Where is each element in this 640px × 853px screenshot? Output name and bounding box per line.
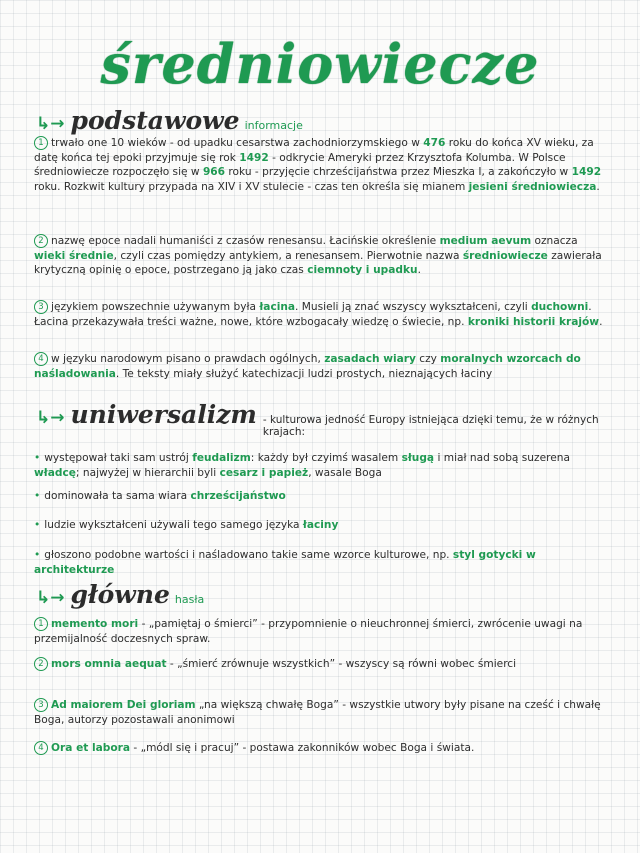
text-segment: - „śmierć zrównuje wszystkich” - wszyscy są równi wobec śmierci xyxy=(166,658,517,670)
text-segment: nazwę epoce nadali humaniści z czasów renesansu. Łacińskie określenie xyxy=(51,235,440,247)
section-heading-slogans xyxy=(36,580,204,609)
highlighted-term: sługą xyxy=(401,452,435,464)
highlighted-term: wieki średnie xyxy=(34,249,114,262)
list-item xyxy=(34,548,606,577)
text-segment: . Te teksty miały służyć katechizacji ludzi prostych, nieznających łaciny xyxy=(115,367,493,380)
list-item xyxy=(34,451,606,480)
paragraph xyxy=(34,698,606,727)
highlighted-term: moralnych wzorcach do naśladowania xyxy=(34,353,581,380)
highlighted-term: kroniki historii krajów xyxy=(467,315,600,328)
paragraph xyxy=(34,657,606,672)
paragraph xyxy=(34,234,606,278)
page-title: średniowiecze xyxy=(100,32,540,96)
section-heading-basics xyxy=(36,106,303,135)
text-segment: . Łacina przekazywała treści ważne, nowe, które wzbogacały wiedzę o świecie, np. xyxy=(34,301,592,328)
text-segment: trwało one 10 wieków - od upadku cesarstwa zachodniorzymskiego w xyxy=(51,137,424,149)
highlighted-term: memento mori xyxy=(51,618,139,630)
section-definition: - kulturowa jedność Europy istniejąca dzięki temu, że w różnych krajach: xyxy=(262,414,599,438)
arrow-right-icon: ↳→ xyxy=(36,114,65,134)
text-segment: , czyli czas pomiędzy antykiem, a renesansem. Pierwotnie nazwa xyxy=(113,249,463,262)
number-badge: 3 xyxy=(34,300,48,314)
highlighted-term: zasadach wiary xyxy=(324,353,416,365)
arrow-right-icon: ↳→ xyxy=(36,588,65,608)
paragraph xyxy=(34,300,606,329)
text-segment: w języku narodowym pisano o prawdach ogólnych, xyxy=(51,353,325,365)
text-segment: roku. Rozkwit kultury przypada na XIV i XV stulecie - czas ten określa się mianem xyxy=(34,180,469,193)
section-title: główne xyxy=(70,580,170,609)
highlighted-term: 476 xyxy=(423,137,446,149)
highlighted-term: średniowiecze xyxy=(462,249,548,262)
number-badge: 4 xyxy=(34,741,48,755)
text-segment: występował taki sam ustrój xyxy=(44,452,193,464)
bullet-icon: • xyxy=(34,549,41,561)
highlighted-term: feudalizm xyxy=(192,452,251,464)
text-segment: i miał nad sobą suzerena xyxy=(434,452,570,464)
highlighted-term: styl gotycki w architekturze xyxy=(34,549,536,576)
highlighted-term: 1492 xyxy=(571,166,602,178)
highlighted-term: 966 xyxy=(202,166,226,178)
text-segment: dominowała ta sama wiara xyxy=(44,490,191,502)
highlighted-term: łaciny xyxy=(302,519,339,531)
text-segment: oznacza xyxy=(531,235,578,247)
section-title: uniwersalizm xyxy=(70,400,257,429)
highlighted-term: władcę xyxy=(34,466,76,479)
text-segment: czy xyxy=(415,353,441,365)
number-badge: 4 xyxy=(34,352,48,366)
text-segment: - „pamiętaj o śmierci” - przypomnienie o nieuchronnej śmierci, zwrócenie uwagi na przemijalność doczesnych spraw. xyxy=(34,618,583,645)
list-item xyxy=(34,518,606,533)
text-segment: językiem powszechnie używanym była xyxy=(51,301,260,313)
highlighted-term: łacina xyxy=(259,301,296,313)
text-segment: : każdy był czyimś wasalem xyxy=(250,452,402,464)
section-subtitle: hasła xyxy=(174,593,205,606)
text-segment: - odkrycie Ameryki przez Krzysztofa Kolumba. W Polsce średniowiecze rozpoczęło się w xyxy=(34,151,566,178)
bullet-icon: • xyxy=(34,452,41,464)
text-segment: , wasale Boga xyxy=(308,466,382,479)
highlighted-term: Ad maiorem Dei gloriam xyxy=(51,699,196,711)
arrow-right-icon: ↳→ xyxy=(36,408,65,428)
number-badge: 2 xyxy=(34,657,48,671)
paragraph xyxy=(34,741,606,756)
text-segment: ludzie wykształceni używali tego samego języka xyxy=(44,519,303,531)
highlighted-term: 1492 xyxy=(239,151,269,164)
number-badge: 3 xyxy=(34,698,48,712)
text-segment: . Musieli ją znać wszyscy wykształceni, czyli xyxy=(295,301,532,313)
paragraph xyxy=(34,136,606,194)
text-segment: „na większą chwałę Boga” - wszystkie utwory były pisane na cześć i chwałę Boga, autorzy pozostawali anonimowi xyxy=(34,699,601,726)
highlighted-term: Ora et labora xyxy=(51,742,131,754)
text-segment: . xyxy=(417,264,421,276)
number-badge: 1 xyxy=(34,136,48,150)
text-segment: . xyxy=(596,180,600,193)
highlighted-term: chrześcijaństwo xyxy=(190,490,286,502)
highlighted-term: duchowni xyxy=(531,301,589,313)
paragraph xyxy=(34,617,606,646)
text-segment: roku do końca XV wieku, za datę końca tej epoki przyjmuje się rok xyxy=(34,137,594,164)
number-badge: 1 xyxy=(34,617,48,631)
highlighted-term: cesarz i papież xyxy=(219,466,309,479)
number-badge: 2 xyxy=(34,234,48,248)
paragraph xyxy=(34,352,606,381)
section-subtitle: informacje xyxy=(244,119,303,132)
text-segment: głoszono podobne wartości i naśladowano takie same wzorce kulturowe, np. xyxy=(44,549,453,561)
bullet-icon: • xyxy=(34,490,41,502)
list-item xyxy=(34,489,606,504)
highlighted-term: ciemnoty i upadku xyxy=(307,264,418,276)
highlighted-term: mors omnia aequat xyxy=(51,658,167,670)
text-segment: roku - przyjęcie chrześcijaństwa przez Mieszka I, a zakończyło w xyxy=(225,166,572,178)
highlighted-term: medium aevum xyxy=(439,235,532,247)
text-segment: - „módl się i pracuj” - postawa zakonników wobec Boga i świata. xyxy=(130,742,475,754)
highlighted-term: jesieni średniowiecza xyxy=(468,180,597,193)
section-heading-universalism xyxy=(36,400,640,438)
text-segment: zawierała krytyczną opinię o epoce, postrzegano ją jako czas xyxy=(34,249,602,276)
text-segment: ; najwyżej w hierarchii byli xyxy=(75,466,220,479)
section-title: podstawowe xyxy=(70,106,240,135)
text-segment: . xyxy=(599,315,603,328)
bullet-icon: • xyxy=(34,519,41,531)
